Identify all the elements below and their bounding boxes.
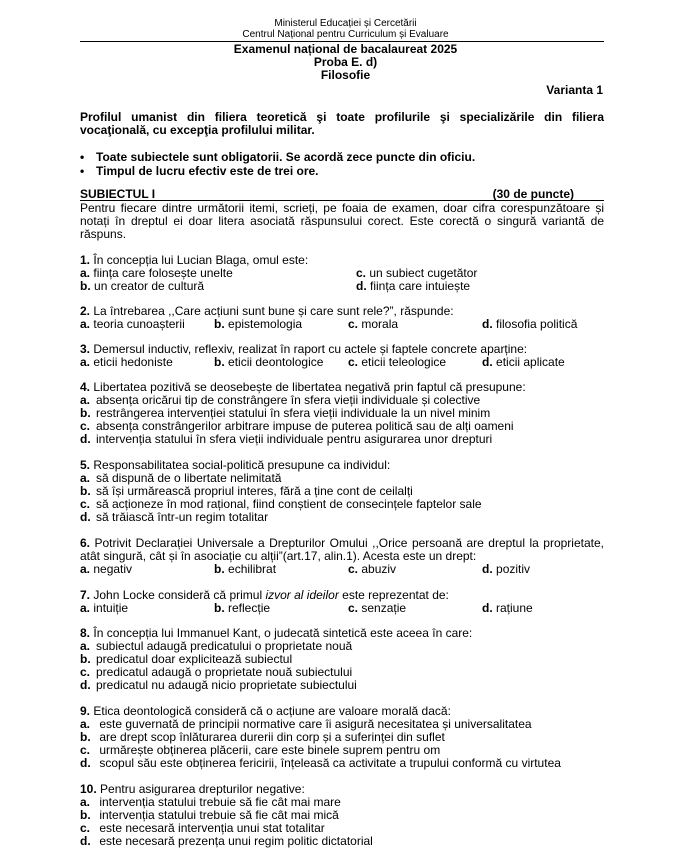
option-letter: d.	[80, 834, 91, 848]
option-letter: b.	[214, 355, 225, 369]
option-text: epistemologia	[228, 317, 303, 331]
option-letter: b.	[214, 317, 225, 331]
option-text: este guvernată de principii normative care îi asigură necesitatea și universalitatea	[99, 717, 532, 731]
option-letter: d.	[482, 562, 493, 576]
rule-item	[80, 165, 319, 178]
question-1	[80, 254, 604, 293]
option-text: predicatul nu adaugă nicio proprietate subiectului	[96, 678, 357, 692]
options-group	[80, 563, 604, 576]
section-title: SUBIECTUL I	[80, 187, 156, 201]
option-a	[80, 602, 214, 615]
option-letter: c.	[80, 743, 91, 757]
option-letter: a.	[80, 639, 91, 653]
options-group	[80, 640, 604, 692]
option-letter: a.	[80, 393, 91, 407]
option-letter: a.	[80, 471, 91, 485]
option-letter: c.	[80, 665, 91, 679]
option-d	[482, 602, 533, 615]
option-b	[80, 280, 356, 293]
option-text: intuiție	[93, 601, 129, 615]
option-text: subiectul adaugă predicatului o proprietate nouă	[96, 639, 353, 653]
option-letter: c.	[348, 317, 359, 331]
exam-title: Examenul național de bacalaureat 2025	[233, 42, 458, 56]
question-number: 6.	[80, 536, 91, 550]
question-10	[80, 783, 604, 848]
question-text: Pentru asigurarea drepturilor negative:	[100, 782, 305, 796]
option-letter: d.	[482, 355, 493, 369]
option-letter: c.	[348, 562, 359, 576]
option-d	[80, 511, 604, 524]
option-letter: b.	[80, 808, 91, 822]
option-d	[482, 356, 565, 369]
option-letter: c.	[348, 355, 359, 369]
question-text: Libertatea pozitivă se deosebește de libertatea negativă prin faptul că presupune:	[93, 380, 526, 394]
options-group	[80, 356, 604, 369]
option-letter: a.	[80, 317, 91, 331]
option-letter: b.	[80, 730, 91, 744]
option-letter: c.	[80, 821, 91, 835]
question-6	[80, 537, 604, 576]
question-9	[80, 705, 604, 770]
options-group	[80, 718, 604, 770]
option-letter: d.	[482, 317, 493, 331]
options-group	[80, 602, 604, 615]
options-group	[80, 267, 604, 293]
question-4	[80, 381, 604, 446]
option-d	[80, 679, 604, 692]
option-text: morala	[361, 317, 399, 331]
option-text: să dispună de o libertate nelimitată	[96, 471, 282, 485]
question-text: În concepția lui Immanuel Kant, o judecată sintetică este aceea în care:	[93, 626, 473, 640]
question-number: 4.	[80, 380, 91, 394]
question-number: 3.	[80, 342, 91, 356]
option-letter: d.	[80, 756, 91, 770]
options-group	[80, 796, 604, 848]
option-text: eticii teleologice	[361, 355, 447, 369]
rule-item	[80, 151, 475, 164]
option-b	[214, 602, 348, 615]
option-text: absența constrângerilor arbitrare impuse de puterea politică sau de alți oameni	[96, 419, 514, 433]
option-text: eticii deontologice	[228, 355, 324, 369]
option-b	[214, 318, 348, 331]
question-text: Demersul inductiv, reflexiv, realizat în raport cu actele și faptele concrete aparține:	[93, 342, 528, 356]
question-text: În concepția lui Lucian Blaga, omul este:	[93, 253, 309, 267]
option-d	[356, 280, 604, 293]
option-letter: c.	[356, 266, 367, 280]
option-d	[482, 318, 577, 331]
exam-proba: Proba E. d)	[313, 55, 378, 69]
option-text: eticii aplicate	[496, 355, 565, 369]
rule-text: Timpul de lucru efectiv este de trei ore.	[96, 164, 319, 178]
option-text: să acționeze în mod rațional, fiind conștient de consecințele faptelor sale	[96, 497, 482, 511]
option-text: să își urmărească propriul interes, fără a ține cont de ceilalți	[96, 484, 413, 498]
option-text: este necesară intervenția unui stat totalitar	[99, 821, 325, 835]
option-d	[482, 563, 530, 576]
section-instructions: Pentru fiecare dintre următorii itemi, scrieți, pe foaia de examen, doar cifra corespunzătoare și notați în dreptul ei doar litera asociată răspunsului corect. Este corectă o singură variantă de răspuns.	[80, 201, 604, 241]
question-number: 8.	[80, 626, 91, 640]
option-letter: d.	[356, 279, 367, 293]
option-text: un subiect cugetător	[369, 266, 478, 280]
exam-variant: Varianta 1	[546, 83, 603, 97]
option-text: ființa care folosește unelte	[93, 266, 233, 280]
option-letter: a.	[80, 562, 91, 576]
options-group	[80, 394, 604, 446]
option-text: pozitiv	[496, 562, 531, 576]
option-letter: b.	[214, 562, 225, 576]
option-letter: d.	[80, 678, 91, 692]
question-7	[80, 589, 604, 615]
option-text: rațiune	[496, 601, 533, 615]
option-letter: a.	[80, 355, 91, 369]
option-text: absența oricărui tip de constrângere în sfera vieții individuale și colective	[96, 393, 481, 407]
option-text: negativ	[93, 562, 133, 576]
question-number: 9.	[80, 704, 91, 718]
option-text: eticii hedoniste	[93, 355, 173, 369]
option-text: să trăiască într-un regim totalitar	[96, 510, 269, 524]
option-text: intervenția statului trebuie să fie cât mai mare	[99, 795, 341, 809]
question-text: La întrebarea ,,Care acțiuni sunt bune și care sunt rele?”, răspunde:	[93, 304, 454, 318]
option-letter: b.	[80, 279, 91, 293]
option-text: ființa care intuiește	[370, 279, 471, 293]
question-number: 2.	[80, 304, 91, 318]
option-c	[348, 318, 482, 331]
option-text: predicatul doar explicitează subiectul	[96, 652, 293, 666]
option-text: filosofia politică	[496, 317, 578, 331]
option-letter: a.	[80, 717, 91, 731]
question-number: 7.	[80, 588, 91, 602]
option-text: reflecție	[228, 601, 271, 615]
question-8	[80, 627, 604, 692]
option-text: echilibrat	[228, 562, 277, 576]
option-letter: c.	[80, 497, 91, 511]
option-text: senzație	[361, 601, 407, 615]
option-text: intervenția statului în sfera vieții individuale pentru asigurarea unor drepturi	[96, 432, 493, 446]
option-text: teoria cunoașterii	[93, 317, 185, 331]
option-letter: d.	[482, 601, 493, 615]
ministry-name: Ministerul Educației și Cercetării	[274, 18, 417, 29]
rule-text: Toate subiectele sunt obligatorii. Se acordă zece puncte din oficiu.	[96, 150, 476, 164]
option-text: urmărește obținerea plăcerii, care este binele suprem pentru om	[99, 743, 441, 757]
option-text: are drept scop înlăturarea durerii din corp și a suferinței din suflet	[99, 730, 445, 744]
exam-subject: Filosofie	[320, 68, 371, 82]
option-c	[348, 602, 482, 615]
option-a	[80, 356, 214, 369]
options-group	[80, 472, 604, 524]
option-d	[80, 433, 604, 446]
question-3	[80, 343, 604, 369]
option-b	[214, 563, 348, 576]
option-d	[80, 835, 604, 848]
question-text: Etica deontologică consideră că o acțiune are valoare morală dacă:	[93, 704, 451, 718]
option-letter: d.	[80, 432, 91, 446]
option-letter: a.	[80, 795, 91, 809]
option-letter: c.	[348, 601, 359, 615]
center-name: Centrul Național pentru Curriculum și Evaluare	[242, 29, 449, 40]
question-2	[80, 305, 604, 331]
question-text: Potrivit Declarației Universale a Drepturilor Omului ,,Orice persoană are dreptul la proprietate, atât singură, cât și în asociație cu alții”(art.17, alin.1). Acesta este un drept:	[80, 536, 604, 563]
option-a	[80, 318, 214, 331]
question-text: Responsabilitatea social-politică presupune ca individul:	[93, 458, 391, 472]
option-text: predicatul adaugă o proprietate nouă subiectului	[96, 665, 353, 679]
option-d	[80, 757, 604, 770]
option-letter: a.	[80, 266, 91, 280]
option-letter: b.	[80, 484, 91, 498]
option-letter: a.	[80, 601, 91, 615]
option-c	[348, 563, 482, 576]
option-text: abuziv	[361, 562, 397, 576]
option-letter: c.	[80, 419, 91, 433]
option-text: un creator de cultură	[94, 279, 205, 293]
option-text: intervenția statului trebuie să fie cât mai mică	[99, 808, 339, 822]
question-stem	[80, 537, 604, 563]
question-number: 5.	[80, 458, 91, 472]
option-text: scopul său este obținerea fericirii, înțeleasă ca activitate a trupului conformă cu virtutea	[99, 756, 561, 770]
options-group	[80, 318, 604, 331]
bullet-dot: •	[80, 150, 85, 164]
question-text-end: este reprezentat de:	[338, 588, 449, 602]
option-a	[80, 563, 214, 576]
option-letter: b.	[80, 406, 91, 420]
profile-statement: Profilul umanist din filiera teoretică şi toate profilurile şi specializările din filiera vocaţională, cu excepţia profilului militar.	[80, 110, 604, 137]
option-text: restrângerea intervenției statului în sfera vieții individuale la un nivel minim	[96, 406, 491, 420]
bullet-dot: •	[80, 164, 85, 178]
section-heading	[80, 188, 604, 201]
section-points: (30 de puncte)	[492, 187, 574, 201]
option-letter: b.	[214, 601, 225, 615]
question-number: 1.	[80, 253, 91, 267]
option-text: este necesară prezența unui regim politic dictatorial	[99, 834, 373, 848]
question-emphasis: izvor al ideilor	[265, 588, 339, 602]
question-number: 10.	[80, 782, 97, 796]
option-c	[348, 356, 482, 369]
option-letter: b.	[80, 652, 91, 666]
question-5	[80, 459, 604, 524]
option-letter: d.	[80, 510, 91, 524]
option-b	[214, 356, 348, 369]
question-text: John Locke consideră că primul	[93, 588, 266, 602]
